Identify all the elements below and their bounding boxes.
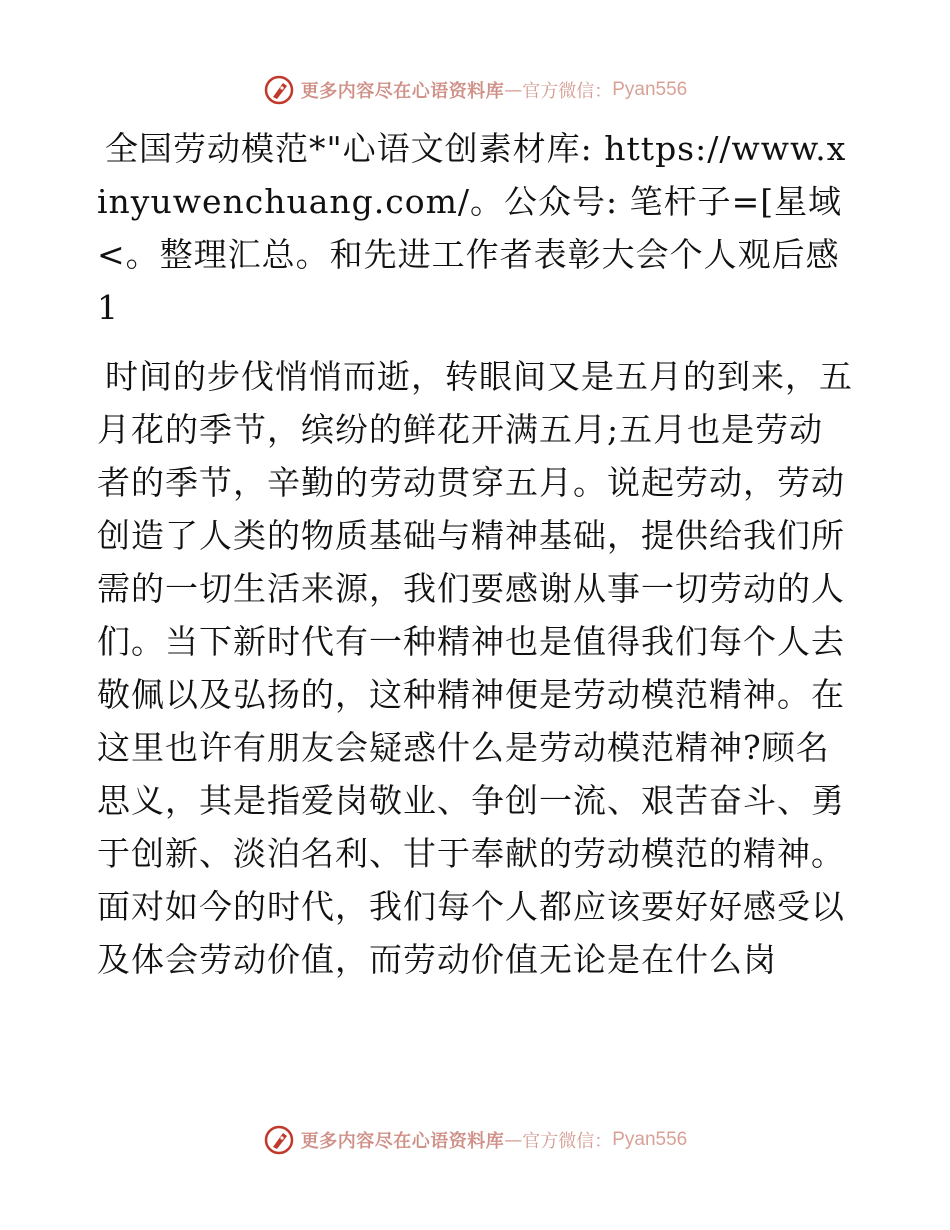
title-paragraph: 全国劳动模范*"心语文创素材库: https://www.xinyuwenchuang.com/。公众号: 笔杆子=[星域<。整理汇总。和先进工作者表彰大会个人观后感1 xyxy=(97,129,847,327)
pen-nib-circle-icon xyxy=(263,1124,295,1156)
pen-nib-circle-icon xyxy=(263,74,295,106)
official-wechat-label: 官方微信： xyxy=(522,1131,613,1152)
banner-separator: — xyxy=(504,79,523,101)
banner-separator: — xyxy=(504,1129,523,1151)
promo-text: 更多内容尽在心语资料库 xyxy=(300,1131,505,1152)
document-body xyxy=(97,122,857,986)
promo-text: 更多内容尽在心语资料库 xyxy=(300,81,505,102)
header-banner xyxy=(0,70,950,110)
footer-banner xyxy=(0,1120,950,1160)
body-paragraph: 时间的步伐悄悄而逝，转眼间又是五月的到来，五月花的季节，缤纷的鲜花开满五月;五月也是劳动者的季节，辛勤的劳动贯穿五月。说起劳动，劳动创造了人类的物质基础与精神基础，提供给我们所需的一切生活来源，我们要感谢从事一切劳动的人们。当下新时代有一种精神也是值得我们每个人去敬佩以及弘扬的，这种精神便是劳动模范精神。在这里也许有朋友会疑惑什么是劳动模范精神?顾名思义，其是指爱岗敬业、争创一流、艰苦奋斗、勇于创新、淡泊名利、甘于奉献的劳动模范的精神。面对如今的时代，我们每个人都应该要好好感受以及体会劳动价值，而劳动价值无论是在什么岗 xyxy=(97,357,853,979)
wechat-id: Pyan556 xyxy=(612,79,688,100)
official-wechat-label: 官方微信： xyxy=(522,81,613,102)
wechat-id: Pyan556 xyxy=(612,1129,688,1150)
